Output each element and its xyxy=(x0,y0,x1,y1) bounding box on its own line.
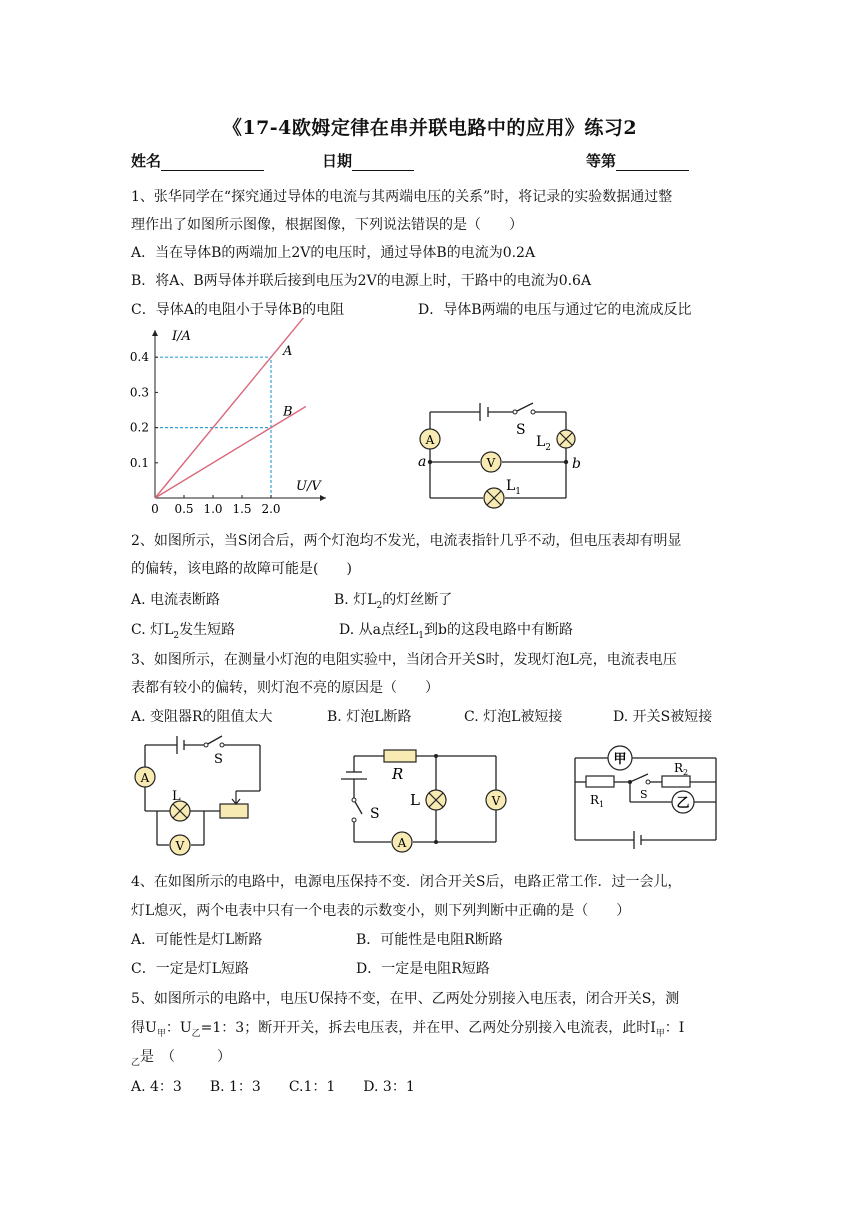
page-title: 《17-4欧姆定律在串并联电路中的应用》练习2 xyxy=(222,117,638,139)
ammeter-icon xyxy=(420,429,440,449)
resistor-r1-label: $R_1$ xyxy=(590,793,605,809)
ammeter-icon xyxy=(392,832,412,852)
lamp-l2-icon xyxy=(557,430,575,448)
date-label: 日期 xyxy=(322,152,353,170)
series-line-B xyxy=(155,406,306,498)
q1-stem-line1: 1、张华同学在“探究通过导体的电流与其两端电压的关系”时，将记录的实验数据通过整 xyxy=(131,189,673,205)
y-tick-label: 0.4 xyxy=(129,350,149,365)
series-label-A: A xyxy=(283,344,293,360)
svg-text:A: A xyxy=(397,836,407,850)
series-label-B: B xyxy=(283,404,293,420)
meter-jia-icon xyxy=(608,746,632,770)
resistor-icon xyxy=(384,750,416,762)
y-tick-label: 0.3 xyxy=(129,385,149,400)
q2-option-c: C. 灯$L_2$发生短路 xyxy=(131,622,236,641)
q4-option-b: B．可能性是电阻R断路 xyxy=(356,932,503,948)
q3-option-b: B. 灯泡L断路 xyxy=(327,709,412,725)
lamp-icon xyxy=(170,801,190,821)
circuit-q3 xyxy=(128,733,276,863)
q5-stem-line1: 5、如图所示的电路中，电压U保持不变，在甲、乙两处分别接入电压表，闭合开关S，测 xyxy=(131,991,680,1007)
q5-stem-line3: $_乙$是 （ ） xyxy=(131,1049,232,1068)
svg-text:乙: 乙 xyxy=(676,796,690,811)
svg-text:A: A xyxy=(140,771,150,785)
meter-yi-icon xyxy=(672,791,694,813)
q3-option-a: A. 变阻器R的阻值太大 xyxy=(131,709,273,725)
y-axis-label: I/A xyxy=(172,329,191,344)
resistor-r2-icon xyxy=(662,776,690,787)
grade-label: 等第 xyxy=(586,152,617,170)
iu-graph xyxy=(118,318,338,518)
x-tick-label: 1.5 xyxy=(232,502,252,516)
q1-option-b: B．将A、B两导体并联后接到电压为2V的电源上时，干路中的电流为0.6A xyxy=(131,273,592,289)
q2-stem-line2: 的偏转，该电路的故障可能是( ) xyxy=(131,561,352,577)
grade-field[interactable] xyxy=(586,150,689,171)
svg-text:A: A xyxy=(425,433,435,447)
circuit-q5 xyxy=(568,740,728,850)
lamp-l1-label: $L_1$ xyxy=(506,478,522,497)
date-blank[interactable] xyxy=(352,154,414,171)
lamp-label: L xyxy=(410,791,420,809)
q1-option-c: C．导体A的电阻小于导体B的电阻 xyxy=(131,302,345,318)
q1-option-a: A．当在导体B的两端加上2V的电压时，通过导体B的电流为0.2A xyxy=(131,245,536,261)
q3-option-c: C. 灯泡L被短接 xyxy=(464,709,563,725)
lamp-label: L xyxy=(172,789,181,804)
name-blank[interactable] xyxy=(161,154,264,171)
voltmeter-icon xyxy=(486,790,506,810)
grade-blank[interactable] xyxy=(616,154,689,171)
switch-label: S xyxy=(214,752,223,767)
resistor-r1-icon xyxy=(586,776,614,787)
y-tick-label: 0.1 xyxy=(129,455,149,470)
circuit-q2 xyxy=(412,400,590,516)
q3-stem-line1: 3、如图所示，在测量小灯泡的电阻实验中，当闭合开关S时，发现灯泡L亮，电流表电压 xyxy=(131,652,677,668)
svg-text:V: V xyxy=(486,456,496,470)
node-b-label: b xyxy=(572,456,581,472)
voltmeter-icon xyxy=(170,835,190,855)
svg-text:V: V xyxy=(491,794,501,808)
q2-option-b: B. 灯$L_2$的灯丝断了 xyxy=(334,592,453,611)
x-tick-label: 0.5 xyxy=(174,502,194,516)
rheostat-icon xyxy=(220,791,248,818)
q1-option-d: D．导体B两端的电压与通过它的电流成反比 xyxy=(418,302,692,318)
switch-label: S xyxy=(370,806,380,822)
q4-stem-line2: 灯L熄灭，两个电表中只有一个电表的示数变小，则下列判断中正确的是（ ） xyxy=(131,903,631,919)
switch-label: S xyxy=(516,422,526,438)
q2-option-a: A. 电流表断路 xyxy=(131,592,221,608)
q4-option-d: D．一定是电阻R短路 xyxy=(356,961,490,977)
x-tick-label: 0 xyxy=(151,502,159,516)
svg-text:甲: 甲 xyxy=(613,752,627,767)
q4-stem-line1: 4、在如图所示的电路中，电源电压保持不变．闭合开关S后，电路正常工作．过一会儿， xyxy=(131,874,682,890)
x-tick-label: 1.0 xyxy=(203,502,223,516)
ammeter-icon xyxy=(135,767,155,787)
resistor-r2-label: $R_2$ xyxy=(674,761,689,777)
q2-option-d: D. 从a点经$L_1$到b的这段电路中有断路 xyxy=(339,622,573,641)
q4-option-c: C．一定是灯L短路 xyxy=(131,961,250,977)
q3-option-d: D. 开关S被短接 xyxy=(613,709,713,725)
svg-text:V: V xyxy=(175,839,185,853)
y-tick-label: 0.2 xyxy=(129,420,149,435)
q5-stem-line2: 得$U_甲$：$U_乙=1$：3；断开开关，拆去电压表，并在甲、乙两处分别接入电流表，此时$I_甲$：I xyxy=(131,1020,685,1039)
x-axis-label: U/V xyxy=(296,479,321,494)
date-field[interactable] xyxy=(322,150,414,171)
switch-label: S xyxy=(640,788,648,801)
q1-stem-line2: 理作出了如图所示图像，根据图像，下列说法错误的是（ ） xyxy=(131,217,523,233)
voltmeter-icon xyxy=(481,452,501,472)
q3-stem-line2: 表都有较小的偏转，则灯泡不亮的原因是（ ） xyxy=(131,680,439,696)
q2-stem-line1: 2、如图所示，当S闭合后，两个灯泡均不发光，电流表指针几乎不动，但电压表却有明显 xyxy=(131,533,682,549)
q5-options: A. 4：3 B. 1：3 C.1：1 D. 3：1 xyxy=(131,1079,415,1095)
lamp-l2-label: $L_2$ xyxy=(536,434,552,453)
node-a-label: a xyxy=(418,454,427,470)
x-tick-label: 2.0 xyxy=(261,502,281,516)
lamp-icon xyxy=(426,790,446,810)
name-field[interactable] xyxy=(131,150,264,171)
q4-option-a: A．可能性是灯L断路 xyxy=(131,932,263,948)
circuit-q3-middle xyxy=(340,748,520,860)
resistor-label: R xyxy=(392,765,404,783)
lamp-l1-icon xyxy=(484,488,504,508)
name-label: 姓名 xyxy=(131,152,162,170)
